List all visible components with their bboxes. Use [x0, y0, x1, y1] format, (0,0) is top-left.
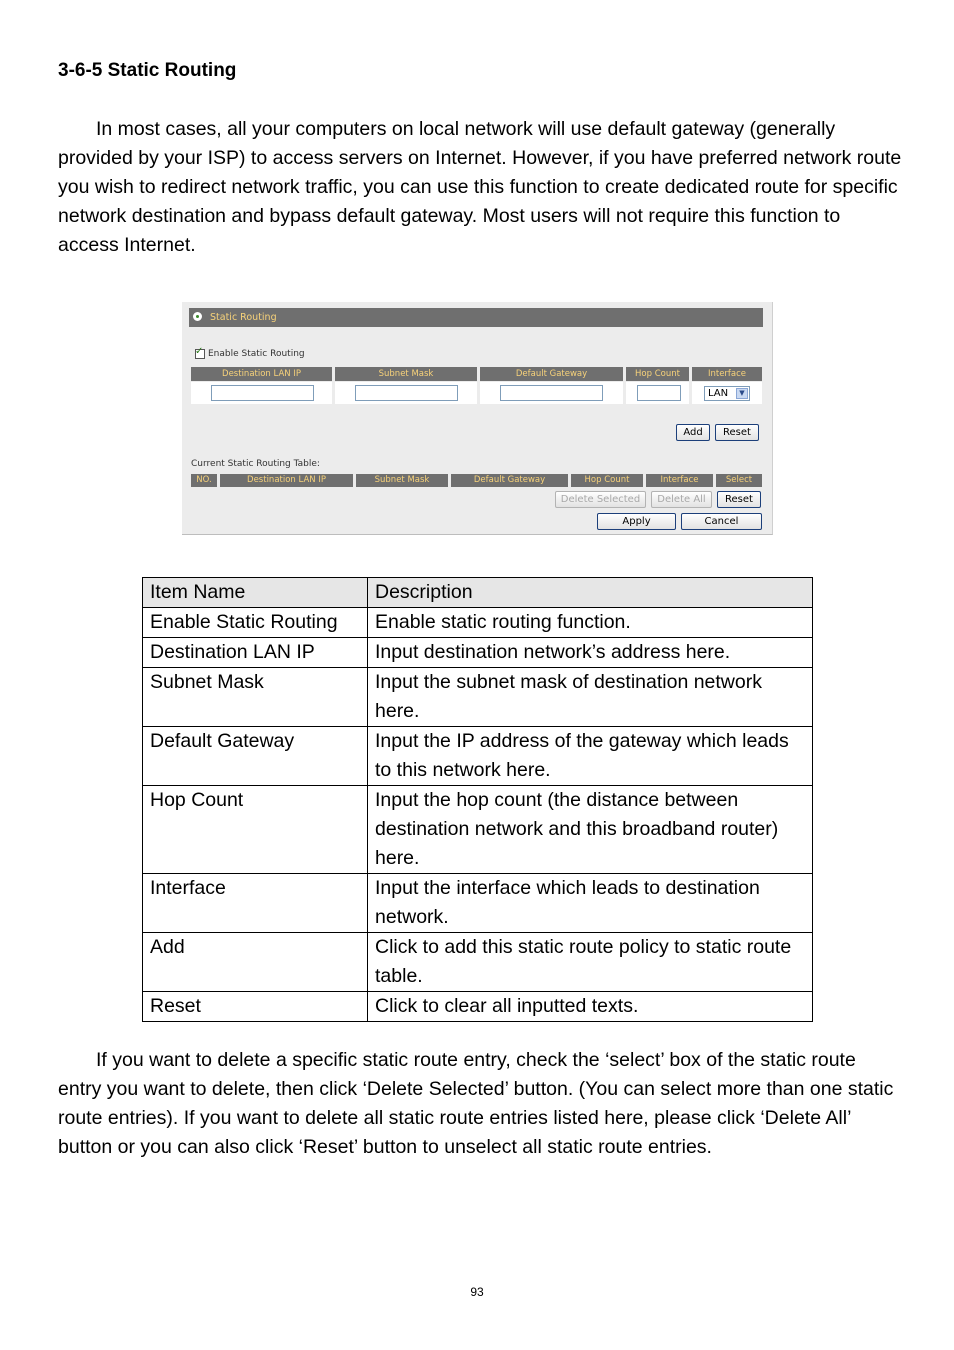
header-description: Description	[368, 578, 813, 608]
enable-checkbox[interactable]	[195, 349, 205, 359]
table-header-destination: Destination LAN IP	[220, 474, 353, 487]
item-name: Destination LAN IP	[143, 638, 368, 668]
enable-static-routing[interactable]	[195, 349, 305, 359]
item-name: Interface	[143, 874, 368, 933]
item-name: Add	[143, 933, 368, 992]
apply-button[interactable]: Apply	[597, 513, 676, 530]
interface-value: LAN	[708, 388, 729, 399]
outro-text: If you want to delete a specific static route entry, check the ‘select’ box of the static route entry you want to delete, then click ‘Delete Selected’ button. (You can select more than one static route entries). If you want to delete all static route entries listed here, please click ‘Delete All’ button or you can also click ‘Reset’ button to unselect all static route entries.	[58, 1049, 894, 1158]
interface-select[interactable]	[704, 386, 750, 401]
table-header-subnet: Subnet Mask	[356, 474, 448, 487]
item-description: Input the interface which leads to destination network.	[368, 874, 813, 933]
table-header-gateway: Default Gateway	[451, 474, 568, 487]
delete-selected-button[interactable]: Delete Selected	[555, 491, 646, 508]
destination-ip-input[interactable]	[211, 385, 314, 401]
item-description-table	[142, 577, 813, 1022]
item-name: Enable Static Routing	[143, 608, 368, 638]
current-table-label: Current Static Routing Table:	[191, 459, 320, 469]
item-description: Click to clear all inputted texts.	[368, 992, 813, 1022]
table-header-interface: Interface	[646, 474, 713, 487]
table-row	[143, 727, 813, 786]
chevron-down-icon[interactable]: ▼	[736, 388, 748, 399]
table-row	[143, 608, 813, 638]
intro-paragraph	[58, 115, 903, 260]
header-default-gateway: Default Gateway	[480, 367, 623, 381]
panel-title: Static Routing	[210, 312, 277, 323]
delete-all-button[interactable]: Delete All	[651, 491, 712, 508]
hop-count-input[interactable]	[637, 385, 681, 401]
header-subnet-mask: Subnet Mask	[335, 367, 477, 381]
table-header-row	[143, 578, 813, 608]
table-row	[143, 668, 813, 727]
item-name: Subnet Mask	[143, 668, 368, 727]
item-description: Input the IP address of the gateway which leads to this network here.	[368, 727, 813, 786]
intro-text: In most cases, all your computers on local network will use default gateway (generally provided by your ISP) to access servers on Internet. However, if you have preferred network route you wish to redirect network traffic, you can use this function to create dedicated route for specific network destination and bypass default gateway. Most users will not require this function to access Internet.	[58, 118, 902, 256]
item-description: Click to add this static route policy to static route table.	[368, 933, 813, 992]
header-destination-lan-ip: Destination LAN IP	[191, 367, 332, 381]
table-row	[143, 786, 813, 874]
item-description: Input the hop count (the distance between destination network and this broadband router) here.	[368, 786, 813, 874]
item-description: Input destination network’s address here.	[368, 638, 813, 668]
outro-paragraph	[58, 1046, 903, 1162]
static-routing-panel	[182, 302, 773, 535]
table-row	[143, 638, 813, 668]
table-row	[143, 992, 813, 1022]
header-item-name: Item Name	[143, 578, 368, 608]
item-description: Input the subnet mask of destination network here.	[368, 668, 813, 727]
table-row	[143, 933, 813, 992]
cancel-button[interactable]: Cancel	[681, 513, 762, 530]
table-row	[143, 874, 813, 933]
table-header-hop-count: Hop Count	[571, 474, 643, 487]
page-number: 93	[470, 1285, 484, 1299]
item-name: Hop Count	[143, 786, 368, 874]
item-name: Default Gateway	[143, 727, 368, 786]
table-header-select: Select	[716, 474, 762, 487]
subnet-mask-input[interactable]	[355, 385, 458, 401]
item-description: Enable static routing function.	[368, 608, 813, 638]
add-button[interactable]: Add	[676, 424, 710, 441]
radio-bullet-icon	[193, 312, 202, 321]
reset-button[interactable]: Reset	[715, 424, 759, 441]
header-hop-count: Hop Count	[626, 367, 689, 381]
section-heading: 3-6-5 Static Routing	[58, 60, 237, 81]
default-gateway-input[interactable]	[500, 385, 603, 401]
table-header-no: NO.	[191, 474, 217, 487]
enable-label: Enable Static Routing	[208, 349, 305, 359]
table-reset-button[interactable]: Reset	[717, 491, 761, 508]
panel-title-bar	[189, 308, 763, 327]
header-interface: Interface	[692, 367, 762, 381]
item-name: Reset	[143, 992, 368, 1022]
